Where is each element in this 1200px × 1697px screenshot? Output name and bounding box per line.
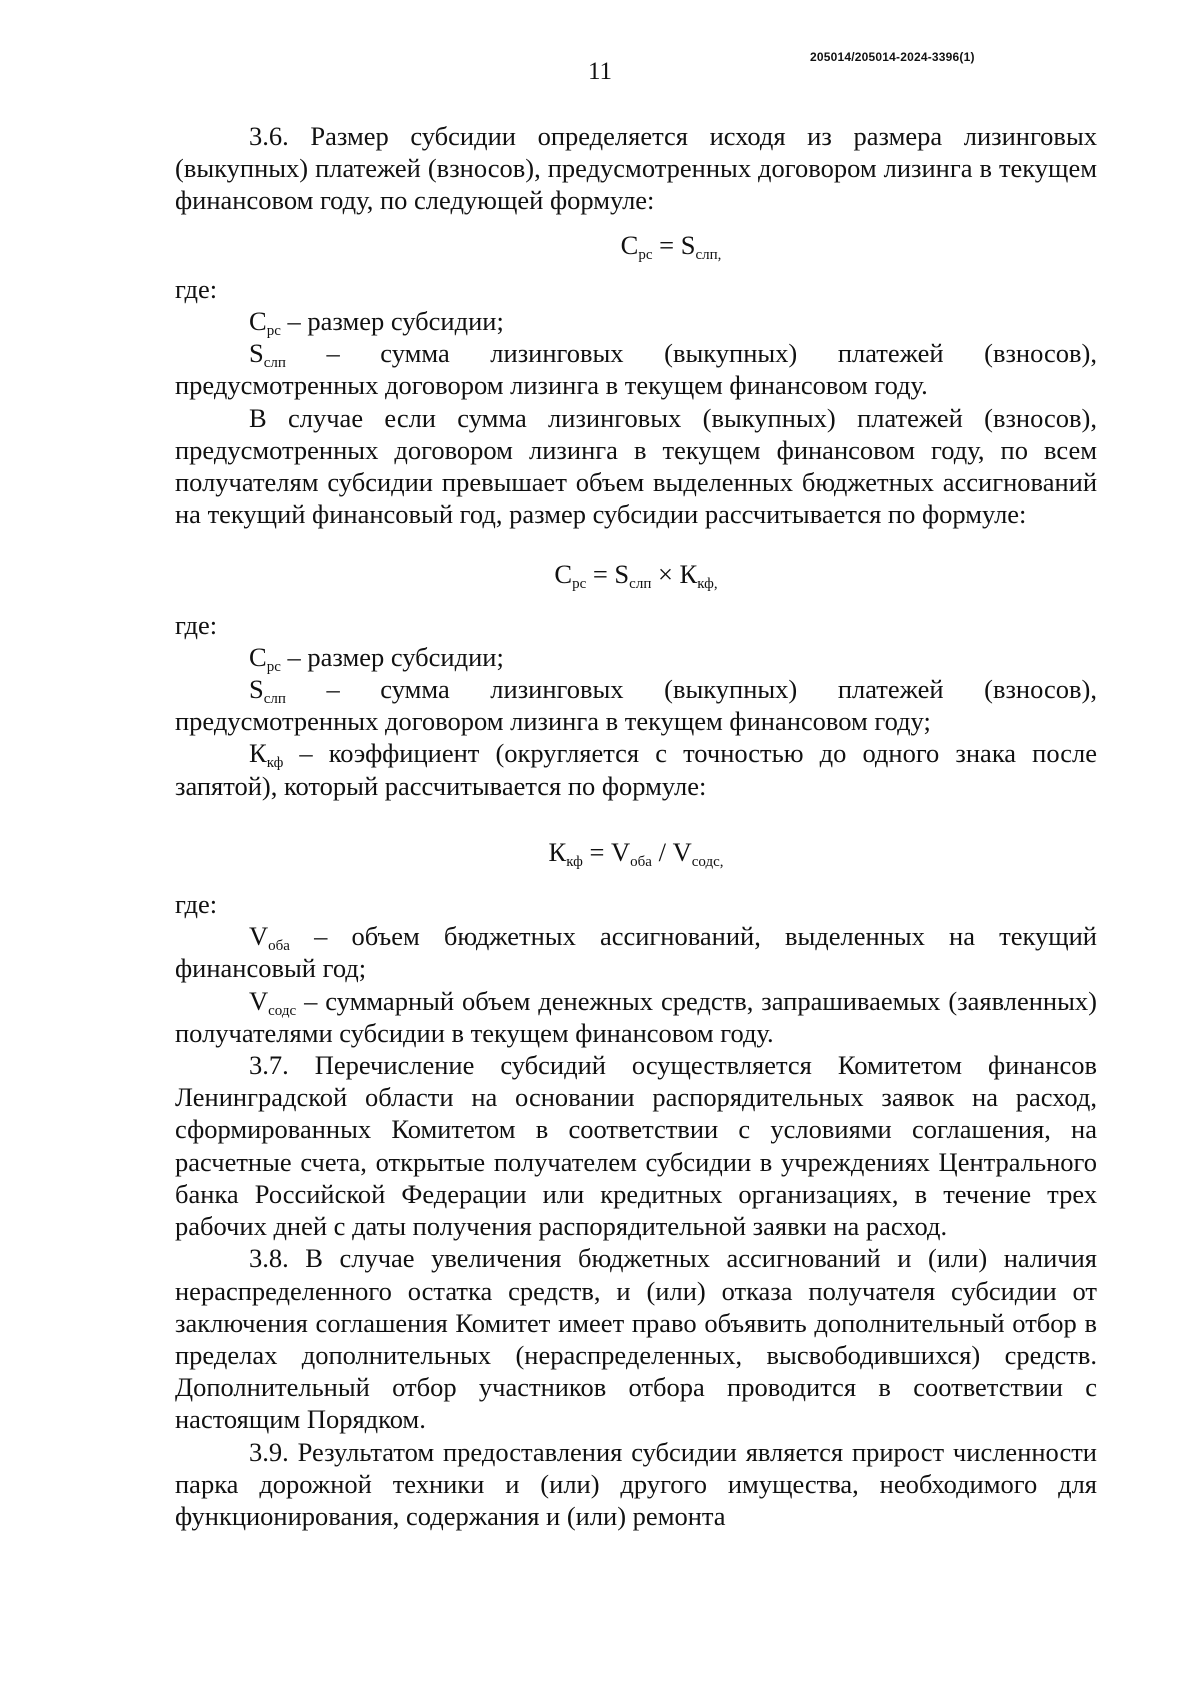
- definition-s-slp-2: $S_{слп}$ – сумма лизинговых (выкупных) платежей (взносов),: [249, 674, 1097, 708]
- formula-subsidy: $С_{рс} = S_{слп,}$: [620, 229, 722, 263]
- definition-c-rs-1: $С_{рс}$ – размер субсидии;: [249, 306, 504, 340]
- where-label-3: где:: [175, 889, 218, 920]
- definition-s-slp-1: $S_{слп}$ – сумма лизинговых (выкупных) платежей (взносов),: [249, 338, 1097, 372]
- definition-c-rs-2: $С_{рс}$ – размер субсидии;: [249, 641, 504, 675]
- definition-v-oba: $V_{оба}$ – объем бюджетных ассигнований, выделенных на текущий финансовый год;: [175, 921, 1097, 984]
- page-number: 11: [587, 58, 613, 85]
- where-label-1: где:: [175, 273, 218, 304]
- paragraph-3-6: 3.6. Размер субсидии определяется исходя из размера лизинговых (выкупных) платежей (взносов), предусмотренных договором лизинга в текущем финансовом году, по следующей формуле:: [175, 121, 1097, 216]
- formula-subsidy-coefficient: $С_{рс} = S_{слп} \times К_{кф,}$: [554, 559, 718, 593]
- definition-s-slp-2-cont: предусмотренных договором лизинга в текущем финансовом году;: [175, 706, 931, 737]
- paragraph-3-9: 3.9. Результатом предоставления субсидии является прирост численности парка дорожной техники и (или) другого имущества, необходимого для функционирования, содержания и (или) ремонта: [175, 1436, 1097, 1531]
- where-label-2: где:: [175, 609, 218, 640]
- formula-coefficient: $К_{кф} = V_{оба} / V_{содс,}$: [548, 836, 724, 870]
- paragraph-case: В случае если сумма лизинговых (выкупных) платежей (взносов), предусмотренных договором лизинга в текущем финансовом году, по всем получателям субсидии превышает объем выделенных бюджетных ассигнований на текущий финансовый год, размер субсидии рассчитывается по формуле:: [175, 402, 1097, 530]
- document-body: [175, 120, 1097, 1532]
- document-id: 205014/205014-2024-3396(1): [810, 50, 975, 64]
- definition-v-sods: $V_{содс}$ – суммарный объем денежных средств, запрашиваемых (заявленных) получателями субсидии в текущем финансовом году.: [175, 985, 1097, 1048]
- paragraph-3-7: 3.7. Перечисление субсидий осуществляется Комитетом финансов Ленинградской области на основании распорядительных заявок на расход, сформированных Комитетом в соответствии с условиями соглашения, на расчетные счета, открытые получателем субсидии в учреждениях Центрального банка Российской Федерации или кредитных организациях, в течение трех рабочих дней с даты получения распорядительной заявки на расход.: [175, 1050, 1097, 1242]
- definition-k-kf: $К_{кф}$ – коэффициент (округляется с точностью до одного знака после запятой), который рассчитывается по формуле:: [175, 738, 1097, 801]
- paragraph-3-8: 3.8. В случае увеличения бюджетных ассигнований и (или) наличия нераспределенного остатка средств, и (или) отказа получателя субсидии от заключения соглашения Комитет имеет право объявить дополнительный отбор в пределах дополнительных (нераспределенных, высвободившихся) средств. Дополнительный отбор участников отбора проводится в соответствии с настоящим Порядком.: [175, 1243, 1097, 1435]
- definition-s-slp-1-cont: предусмотренных договором лизинга в текущем финансовом году.: [175, 370, 928, 401]
